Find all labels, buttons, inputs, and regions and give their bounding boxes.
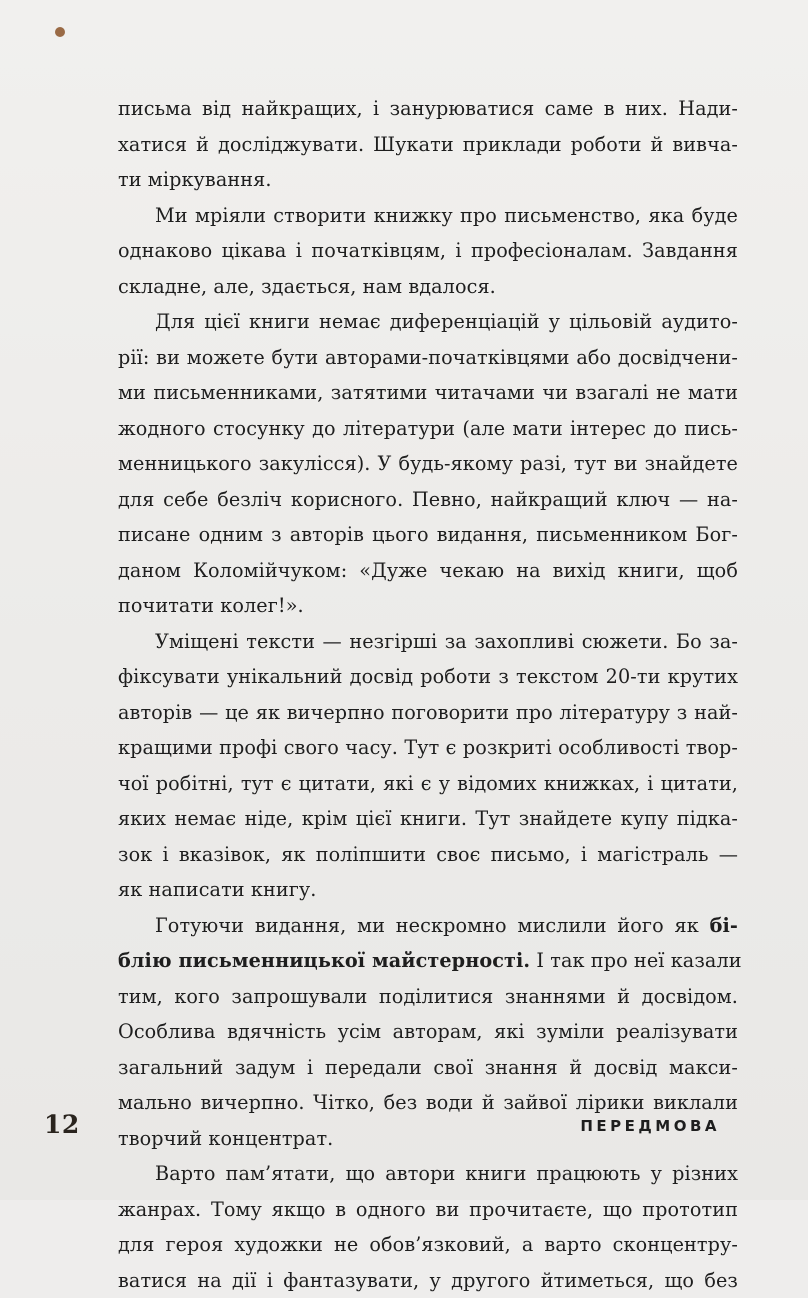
text-line: зок і вказівок, як поліпшити своє письмо, і магістраль —: [118, 837, 738, 873]
text-line: письма від найкращих, і занурюватися саме в них. Нади-: [118, 91, 738, 127]
text-line: рії: ви можете бути авторами-початківцями або досвідчени-: [118, 340, 738, 376]
text-line: яких немає ніде, крім цієї книги. Тут знайдете купу підка-: [118, 801, 738, 837]
text-line: ти міркування.: [118, 162, 738, 198]
corner-dot-ornament: [55, 27, 65, 37]
text-line: Уміщені тексти — незгірші за захопливі сюжети. Бо за-: [118, 624, 738, 660]
text-line: жодного стосунку до літератури (але мати інтерес до пись-: [118, 411, 738, 447]
page-number: 12: [44, 1110, 80, 1139]
text-line: Особлива вдячність усім авторам, які зуміли реалізувати: [118, 1014, 738, 1050]
text-line: менницького закулісся). У будь-якому разі, тут ви знайдете: [118, 446, 738, 482]
text-line: жанрах. Тому якщо в одного ви прочитаєте, що прототип: [118, 1192, 738, 1228]
text-line: фіксувати унікальний досвід роботи з текстом 20-ти крутих: [118, 659, 738, 695]
text-line: писане одним з авторів цього видання, письменником Бог-: [118, 517, 738, 553]
text-line: Варто пам’ятати, що автори книги працюють у різних: [118, 1156, 738, 1192]
text-line: ватися на дії і фантазувати, у другого йтиметься, що без: [118, 1263, 738, 1298]
text-line: почитати колег!».: [118, 588, 738, 624]
text-line: авторів — це як вичерпно поговорити про літературу з най-: [118, 695, 738, 731]
text-line: Для цієї книги немає диференціацій у цільовій аудито-: [118, 304, 738, 340]
text-span: І так про неї казали: [530, 949, 741, 972]
text-line: кращими профі свого часу. Тут є розкриті особливості твор-: [118, 730, 738, 766]
bold-phrase: бі-: [710, 914, 738, 937]
text-line: [118, 943, 738, 979]
text-line: мально вичерпно. Чітко, без води й зайвої лірики виклали: [118, 1085, 738, 1121]
text-line: [118, 908, 738, 944]
bold-phrase: блію письменницької майстерності.: [118, 949, 530, 972]
text-line: тим, кого запрошували поділитися знаннями й досвідом.: [118, 979, 738, 1015]
running-footer-section-title: ПЕРЕДМОВА: [580, 1117, 720, 1135]
text-line: складне, але, здається, нам вдалося.: [118, 269, 738, 305]
text-line: однаково цікава і початківцям, і професіоналам. Завдання: [118, 233, 738, 269]
text-line: творчий концентрат.: [118, 1121, 738, 1157]
text-line: Ми мріяли створити книжку про письменство, яка буде: [118, 198, 738, 234]
text-line: для себе безліч корисного. Певно, найкращий ключ — на-: [118, 482, 738, 518]
text-line: даном Коломійчуком: «Дуже чекаю на вихід книги, щоб: [118, 553, 738, 589]
text-line: для героя художки не обов’язковий, а варто сконцентру-: [118, 1227, 738, 1263]
text-span: Готуючи видання, ми нескромно мислили його як: [155, 914, 710, 937]
text-line: чої робітні, тут є цитати, які є у відомих книжках, і цитати,: [118, 766, 738, 802]
text-line: ми письменниками, затятими читачами чи взагалі не мати: [118, 375, 738, 411]
text-line: загальний задум і передали свої знання й досвід макси-: [118, 1050, 738, 1086]
text-line: як написати книгу.: [118, 872, 738, 908]
text-line: хатися й досліджувати. Шукати приклади роботи й вивча-: [118, 127, 738, 163]
